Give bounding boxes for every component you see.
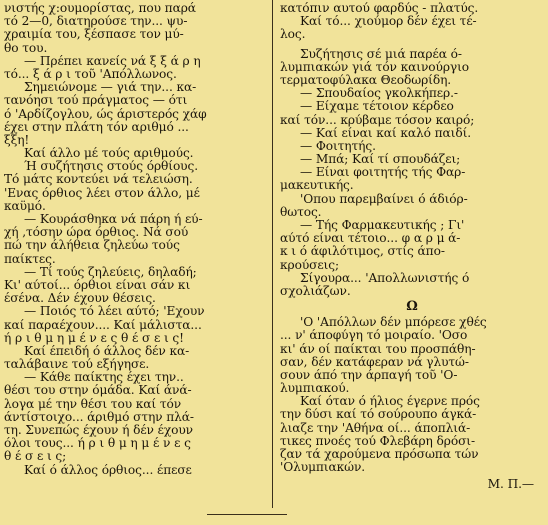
text-line: ή ρ ι θ μ η μ έ ν ε ς θ έ σ ε ι ς! bbox=[4, 331, 184, 345]
text-line: θωτος. bbox=[280, 205, 322, 219]
text-line: καί παραέχουν.... Καί μάλιστα... bbox=[4, 318, 202, 332]
column-divider bbox=[272, 0, 273, 508]
text-line: Καί άλλο μέ τούς αριθμούς. bbox=[24, 147, 194, 161]
text-line: 'Ο 'Απόλλων δέν μπόρεσε χθές bbox=[300, 316, 487, 330]
text-line: κρούσεις; bbox=[280, 258, 339, 272]
text-line: τη. Συνεπώς έχουν ή δέν έχουν bbox=[4, 424, 193, 437]
text-line: 'Ενας όρθιος λέει στον άλλο, μέ bbox=[4, 186, 200, 200]
text-line: την δύσι καί τό σούρουπο άγκά- bbox=[280, 408, 477, 422]
text-line: λυμπιακών γιά τόν καινούργιο bbox=[280, 60, 469, 74]
text-line: λιαζε την 'Αθήνα οί... άποπλιά- bbox=[280, 421, 471, 435]
right-column-part-1 bbox=[280, 2, 544, 298]
text-line: έσένα. Δέν έχουν θέσεις. bbox=[4, 292, 156, 306]
text-line: τικες πνοές τού Φλεβάρη δρόσι- bbox=[280, 434, 475, 448]
text-line: άντίστοιχο... άριθμό στην πλά- bbox=[4, 410, 194, 424]
text-line: χή ,τόσην ώρα όρθιος. Νά σού bbox=[4, 226, 189, 240]
text-line: τό... ξ ά ρ ι τοῦ 'Απόλλωνος. bbox=[4, 67, 177, 81]
text-line: λογα μέ την θέσι του καί τόν bbox=[4, 397, 182, 411]
text-line: κατόπιν αυτού φαρδύς - πλατύς. bbox=[280, 2, 479, 15]
text-line: όλοι τους... ή ρ ι θ μ η μ έ ν ε ς bbox=[4, 437, 191, 451]
text-line: τό 2—0, διατηρούσε την... ψυ- bbox=[4, 15, 188, 29]
text-line: χραιμία του, ξέσπασε τον μύ- bbox=[4, 28, 184, 42]
text-line: καϋμό. bbox=[4, 199, 46, 213]
text-line: τερματοφύλακα Θεοδωρίδη. bbox=[280, 73, 452, 87]
text-line: 'Οπου παρεμβαίνει ό άδιόρ- bbox=[300, 192, 468, 206]
text-line: Καί έπειδή ό άλλος δέν κα- bbox=[24, 344, 190, 358]
text-line: θο του. bbox=[4, 41, 48, 55]
text-line: παίκτες. bbox=[4, 252, 56, 266]
text-line: Τό μάτς κοντεύει νά τελειώση. bbox=[4, 173, 193, 187]
text-line: σαν, δέν κατάφεραν νά γλυτώ- bbox=[280, 355, 469, 369]
author-signature: Μ. Π.— bbox=[487, 477, 534, 492]
text-line: Κι' αύτοί... όρθιοι είναι σάν κι bbox=[4, 278, 191, 292]
text-line: Καί όταν ό ήλιος έγερνε πρός bbox=[300, 395, 480, 409]
text-line: ζαν τά χαρούμενα πρόσωπα τών bbox=[280, 448, 479, 461]
text-line: ταλάβαινε τού εξήγησε. bbox=[4, 358, 150, 372]
text-line: — Κάθε παίκτης έχει την.. bbox=[24, 371, 184, 385]
text-line: — Φοιτητής. bbox=[300, 139, 376, 153]
section-ornament: Ω bbox=[406, 299, 418, 315]
text-line: — Τής Φαρμακευτικής ; Γι' bbox=[300, 219, 465, 232]
text-line: τανόησι τού πράγματος — ότι bbox=[4, 94, 188, 108]
text-line: πώ την άλήθεια ζηλεύω τούς bbox=[4, 239, 180, 253]
text-line: κι' άν οί παίκται του προσπάθη- bbox=[280, 342, 476, 356]
text-line: ... ν' άποφύγη τό μοιραίο. 'Οσο bbox=[280, 329, 468, 343]
text-line: — Πρέπει κανείς νά ξ ξ ά ρ η bbox=[24, 54, 201, 68]
article-left-column bbox=[4, 2, 266, 477]
text-line: — Ποιός τό λέει αύτό; 'Εχουν bbox=[24, 305, 205, 319]
text-line: θ έ σ ε ι ς; bbox=[4, 450, 67, 464]
text-line: κ ι ό άφιλότιμος, στίς άπο- bbox=[280, 245, 445, 259]
text-line: Καί ό άλλος όρθιος... έπεσε bbox=[24, 463, 192, 477]
text-line: σχολιάζων. bbox=[280, 284, 351, 298]
text-line: λυμπιακού. bbox=[280, 382, 350, 396]
text-line: — Κουράσθηκα νά πάρη ή εύ- bbox=[24, 213, 203, 226]
text-line: — Καί είναι καί καλό παιδί. bbox=[300, 126, 472, 140]
text-line: 'Ολυμπιακών. bbox=[280, 461, 366, 475]
text-line: — Τί τούς ζηλεύεις, δηλαδή; bbox=[24, 265, 197, 279]
text-line: Σίγουρα... 'Απολλωνιστής ό bbox=[300, 271, 470, 285]
text-line: σουν άπό την άρπαγή τοῦ 'Ο- bbox=[280, 368, 458, 382]
text-line: λος. bbox=[280, 28, 306, 42]
text-line: Σημειώνομε — γιά την... κα- bbox=[24, 81, 197, 95]
text-line: μακευτικής. bbox=[280, 179, 354, 193]
text-line: έχει στην πλάτη τόν αριθμό ... bbox=[4, 120, 189, 134]
text-line: ό 'Αρδίζογλου, ώς άριστερός χάφ bbox=[4, 107, 207, 121]
text-line: θέσι του στην όμάδα. Καί άνά- bbox=[4, 384, 192, 398]
article-right-column bbox=[280, 2, 544, 492]
text-line: — Είχαμε τέτοιον κέρδεο bbox=[300, 100, 454, 114]
right-column-part-2 bbox=[280, 316, 544, 474]
text-line: καί τόν... κρύβαμε τόσον καιρό; bbox=[280, 113, 475, 127]
text-line: — Είναι φοιτητής τής Φαρ- bbox=[300, 166, 466, 180]
bottom-divider bbox=[207, 514, 287, 515]
text-line: νιστής χ:ουμορίστας, που παρά bbox=[4, 2, 196, 15]
text-line: Συζήτησις σέ μιά παρέα ό- bbox=[300, 47, 462, 61]
text-line: Ή συζήτησις στούς όρθίους. bbox=[24, 160, 198, 174]
text-line: ξξη! bbox=[4, 133, 30, 147]
text-line: — Μπά; Καί τί σπουδάζει; bbox=[300, 153, 461, 167]
text-line: αύτό είναι τέτοιο... φ α ρ μ ά- bbox=[280, 232, 461, 246]
text-line: — Σπουδαίος γκολκήπερ.- bbox=[300, 87, 458, 101]
text-line: Καί τό... χιούμορ δέν έχει τέ- bbox=[300, 15, 477, 29]
